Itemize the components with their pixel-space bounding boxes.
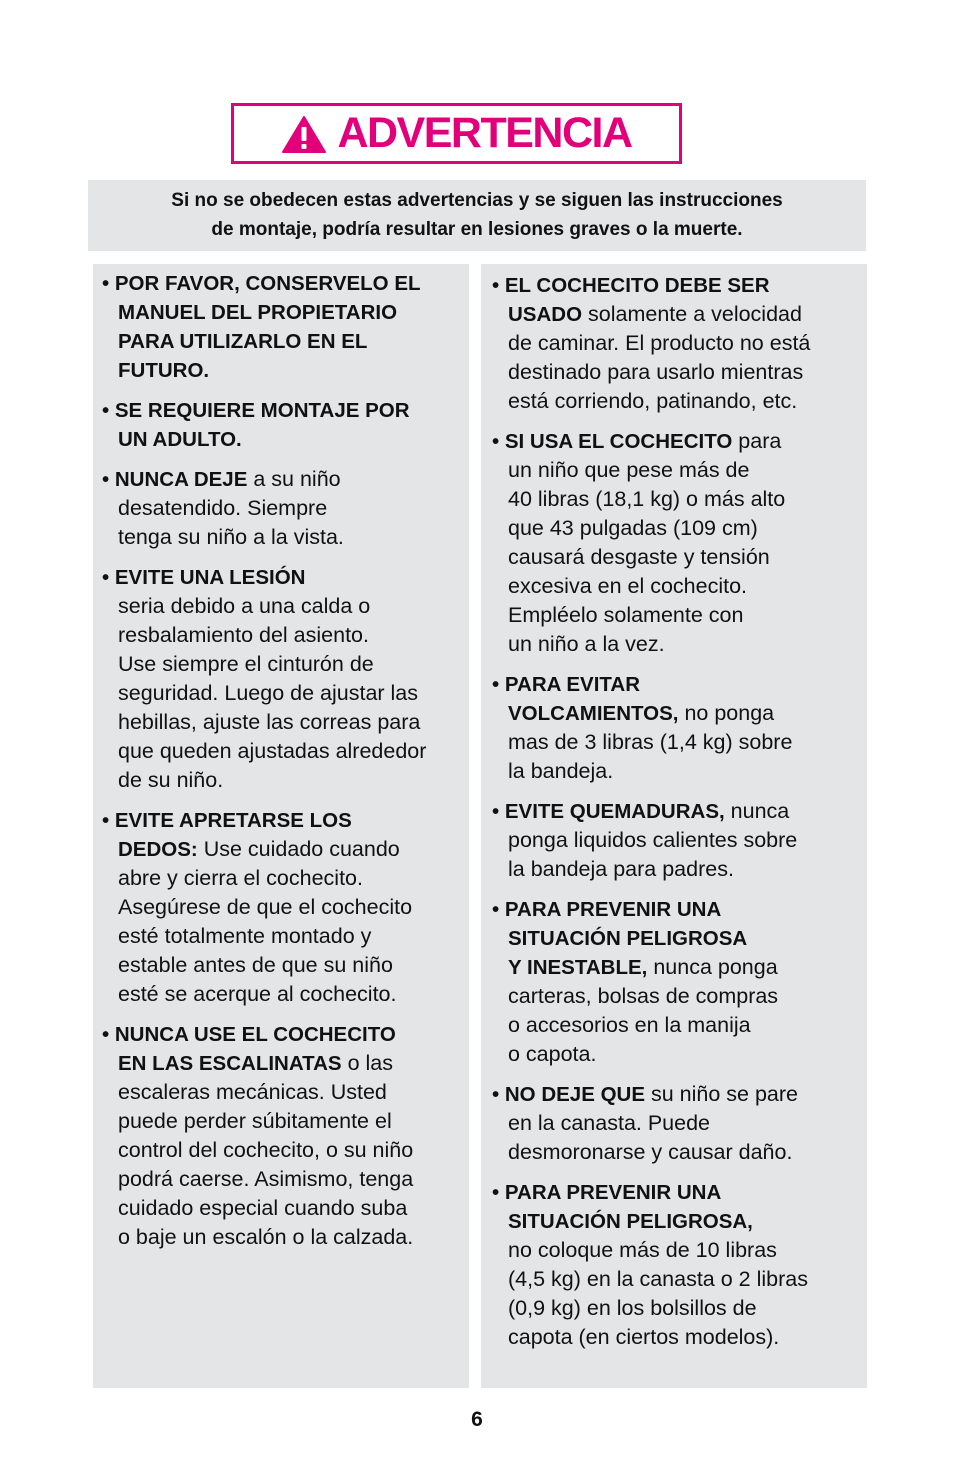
warning-emphasis: USADO <box>508 303 583 326</box>
warning-emphasis: DEDOS: <box>118 838 198 861</box>
warning-text: ponga liquidos calientes sobre <box>508 828 798 852</box>
warning-emphasis: • NO DEJE QUE <box>492 1083 645 1106</box>
warning-text: hebillas, ajuste las correas para <box>118 710 421 734</box>
warning-text: que 43 pulgadas (109 cm) <box>508 516 758 540</box>
warning-item <box>102 563 465 795</box>
warning-line <box>102 1078 465 1107</box>
warning-line <box>102 298 465 327</box>
warning-line <box>102 980 465 1009</box>
warning-emphasis: MANUEL DEL PROPIETARIO <box>118 301 398 324</box>
warning-emphasis: VOLCAMIENTOS, <box>508 702 679 725</box>
warning-text: la bandeja para padres. <box>508 857 734 881</box>
warning-text: seguridad. Luego de ajustar las <box>118 681 419 705</box>
warning-emphasis: • POR FAVOR, CONSERVELO EL <box>102 272 421 295</box>
warning-text: capota (en ciertos modelos). <box>508 1325 780 1349</box>
warning-item <box>102 1020 465 1252</box>
warning-text: causará desgaste y tensión <box>508 545 770 569</box>
warning-text: Empléelo solamente con <box>508 603 744 627</box>
warning-emphasis: • EVITE UNA LESIÓN <box>102 566 306 589</box>
warning-line <box>102 1020 465 1049</box>
warning-line <box>492 757 863 786</box>
warning-line <box>102 1165 465 1194</box>
warning-line <box>102 269 465 298</box>
warning-emphasis: UN ADULTO. <box>118 428 242 451</box>
warning-emphasis: • PARA PREVENIR UNA <box>492 898 722 921</box>
warning-text: un niño que pese más de <box>508 458 750 482</box>
warning-emphasis: • PARA PREVENIR UNA <box>492 1181 722 1204</box>
warning-line <box>492 601 863 630</box>
warning-title-box <box>231 103 682 164</box>
banner-line: Si no se obedecen estas advertencias y se siguen las instrucciones <box>171 190 783 211</box>
warning-text: (4,5 kg) en la canasta o 2 libras <box>508 1267 808 1291</box>
warning-line <box>492 1323 863 1352</box>
warning-text: control del cochecito, o su niño <box>118 1138 414 1162</box>
warning-text: podrá caerse. Asimismo, tenga <box>118 1167 414 1191</box>
warning-line <box>492 797 863 826</box>
warning-line <box>492 329 863 358</box>
warning-emphasis: Y INESTABLE, <box>508 956 648 979</box>
warning-item <box>492 670 863 786</box>
warning-emphasis: FUTURO. <box>118 359 210 382</box>
warning-line <box>492 271 863 300</box>
warning-line <box>102 679 465 708</box>
warning-text: nunca <box>724 799 790 823</box>
warning-text: o accesorios en la manija <box>508 1013 751 1037</box>
warning-text: desmoronarse y causar daño. <box>508 1140 793 1164</box>
warning-line <box>492 1080 863 1109</box>
warning-line <box>492 358 863 387</box>
warning-emphasis: • NUNCA USE EL COCHECITO <box>102 1023 396 1046</box>
warning-text: solamente a velocidad <box>582 302 802 326</box>
warning-line <box>492 826 863 855</box>
warning-emphasis: • NUNCA DEJE <box>102 468 248 491</box>
warning-line <box>492 982 863 1011</box>
warning-line <box>102 893 465 922</box>
warning-text: destinado para usarlo mientras <box>508 360 804 384</box>
page-number: 6 <box>471 1408 483 1431</box>
warning-text: esté se acerque al cochecito. <box>118 982 397 1006</box>
warning-emphasis: SITUACIÓN PELIGROSA <box>508 927 748 950</box>
warning-line <box>102 563 465 592</box>
warning-line <box>492 387 863 416</box>
warning-text: desatendido. Siempre <box>118 496 328 520</box>
warning-text: abre y cierra el cochecito. <box>118 866 363 890</box>
warning-text: excesiva en el cochecito. <box>508 574 748 598</box>
warning-line <box>102 708 465 737</box>
warning-text: nunca ponga <box>647 955 778 979</box>
warning-emphasis: EN LAS ESCALINATAS <box>118 1052 342 1075</box>
warning-emphasis: • SE REQUIERE MONTAJE POR <box>102 399 410 422</box>
warning-emphasis: • EL COCHECITO DEBE SER <box>492 274 770 297</box>
warning-text: en la canasta. Puede <box>508 1111 711 1135</box>
warning-text: escaleras mecánicas. Usted <box>118 1080 387 1104</box>
warning-text: esté totalmente montado y <box>118 924 372 948</box>
warnings-column-right <box>481 264 867 1388</box>
warning-line <box>492 855 863 884</box>
banner-line: de montaje, podría resultar en lesiones graves o la muerte. <box>211 219 743 240</box>
warning-emphasis: • EVITE APRETARSE LOS <box>102 809 352 832</box>
warning-line <box>492 924 863 953</box>
warning-text: su niño se pare <box>645 1082 798 1106</box>
warning-banner <box>88 180 866 251</box>
warning-text: que queden ajustadas alrededor <box>118 739 427 763</box>
warning-item <box>492 427 863 659</box>
warning-line <box>492 630 863 659</box>
warning-item <box>102 465 465 552</box>
warning-emphasis: • EVITE QUEMADURAS, <box>492 800 725 823</box>
warning-text: la bandeja. <box>508 759 614 783</box>
warning-line <box>102 835 465 864</box>
warning-item <box>492 1080 863 1167</box>
warning-line <box>492 1040 863 1069</box>
warning-text: Use siempre el cinturón de <box>118 652 374 676</box>
warning-line <box>492 1236 863 1265</box>
warning-line <box>102 396 465 425</box>
warning-text: de caminar. El producto no está <box>508 331 811 355</box>
warnings-column-left <box>93 264 469 1388</box>
warning-line <box>492 1011 863 1040</box>
warning-line <box>492 728 863 757</box>
warning-text: puede perder súbitamente el <box>118 1109 392 1133</box>
warning-line <box>492 1109 863 1138</box>
warning-line <box>102 1136 465 1165</box>
warning-line <box>492 543 863 572</box>
warning-line <box>492 485 863 514</box>
warning-line <box>102 922 465 951</box>
warning-text: (0,9 kg) en los bolsillos de <box>508 1296 757 1320</box>
warning-text: estable antes de que su niño <box>118 953 393 977</box>
warning-text: o capota. <box>508 1042 597 1066</box>
warning-line <box>102 650 465 679</box>
warning-line <box>102 737 465 766</box>
warning-text: cuidado especial cuando suba <box>118 1196 408 1220</box>
warning-line <box>492 514 863 543</box>
warning-line <box>102 806 465 835</box>
warning-line <box>102 523 465 552</box>
warning-text: Asegúrese de que el cochecito <box>118 895 413 919</box>
warning-line <box>102 1223 465 1252</box>
warning-line <box>492 953 863 982</box>
warning-text: no coloque más de 10 libras <box>508 1238 777 1262</box>
warning-line <box>492 1178 863 1207</box>
warning-text: de su niño. <box>118 768 224 792</box>
warning-line <box>102 425 465 454</box>
warning-line <box>492 1207 863 1236</box>
warning-line <box>102 494 465 523</box>
warning-text: carteras, bolsas de compras <box>508 984 779 1008</box>
warning-line <box>102 1049 465 1078</box>
warning-line <box>492 456 863 485</box>
warning-text: mas de 3 libras (1,4 kg) sobre <box>508 730 793 754</box>
warning-emphasis: PARA UTILIZARLO EN EL <box>118 330 368 353</box>
warning-line <box>102 951 465 980</box>
warning-text: un niño a la vez. <box>508 632 665 656</box>
warning-text: o las <box>341 1051 393 1075</box>
warning-triangle-icon <box>281 114 327 154</box>
warning-line <box>102 465 465 494</box>
warning-item <box>102 396 465 454</box>
warning-line <box>102 356 465 385</box>
warning-text: Use cuidado cuando <box>197 837 400 861</box>
warning-line <box>102 327 465 356</box>
warning-emphasis: • SI USA EL COCHECITO <box>492 430 733 453</box>
warning-text: resbalamiento del asiento. <box>118 623 369 647</box>
warning-line <box>492 1294 863 1323</box>
warning-line <box>492 572 863 601</box>
warning-emphasis: • PARA EVITAR <box>492 673 641 696</box>
warning-title <box>281 109 632 157</box>
warning-title-text: ADVERTENCIA <box>337 109 632 157</box>
warning-item <box>102 269 465 385</box>
warning-emphasis: SITUACIÓN PELIGROSA, <box>508 1210 753 1233</box>
warning-line <box>102 592 465 621</box>
warning-item <box>102 806 465 1009</box>
warning-line <box>492 1265 863 1294</box>
warning-text: seria debido a una calda o <box>118 594 371 618</box>
warning-item <box>492 1178 863 1352</box>
warning-line <box>102 766 465 795</box>
warning-line <box>102 621 465 650</box>
warning-text: tenga su niño a la vista. <box>118 525 344 549</box>
warning-text: no ponga <box>678 701 775 725</box>
warning-text: a su niño <box>247 467 341 491</box>
warning-line <box>102 1107 465 1136</box>
warning-line <box>492 895 863 924</box>
warning-line <box>492 699 863 728</box>
warning-item <box>492 271 863 416</box>
warning-line <box>102 1194 465 1223</box>
warning-line <box>492 670 863 699</box>
warning-line <box>492 427 863 456</box>
warning-line <box>492 300 863 329</box>
warning-text: para <box>732 429 782 453</box>
warning-item <box>492 797 863 884</box>
warning-text: 40 libras (18,1 kg) o más alto <box>508 487 786 511</box>
warning-item <box>492 895 863 1069</box>
warning-line <box>492 1138 863 1167</box>
warning-text: o baje un escalón o la calzada. <box>118 1225 414 1249</box>
warning-line <box>102 864 465 893</box>
warning-text: está corriendo, patinando, etc. <box>508 389 798 413</box>
